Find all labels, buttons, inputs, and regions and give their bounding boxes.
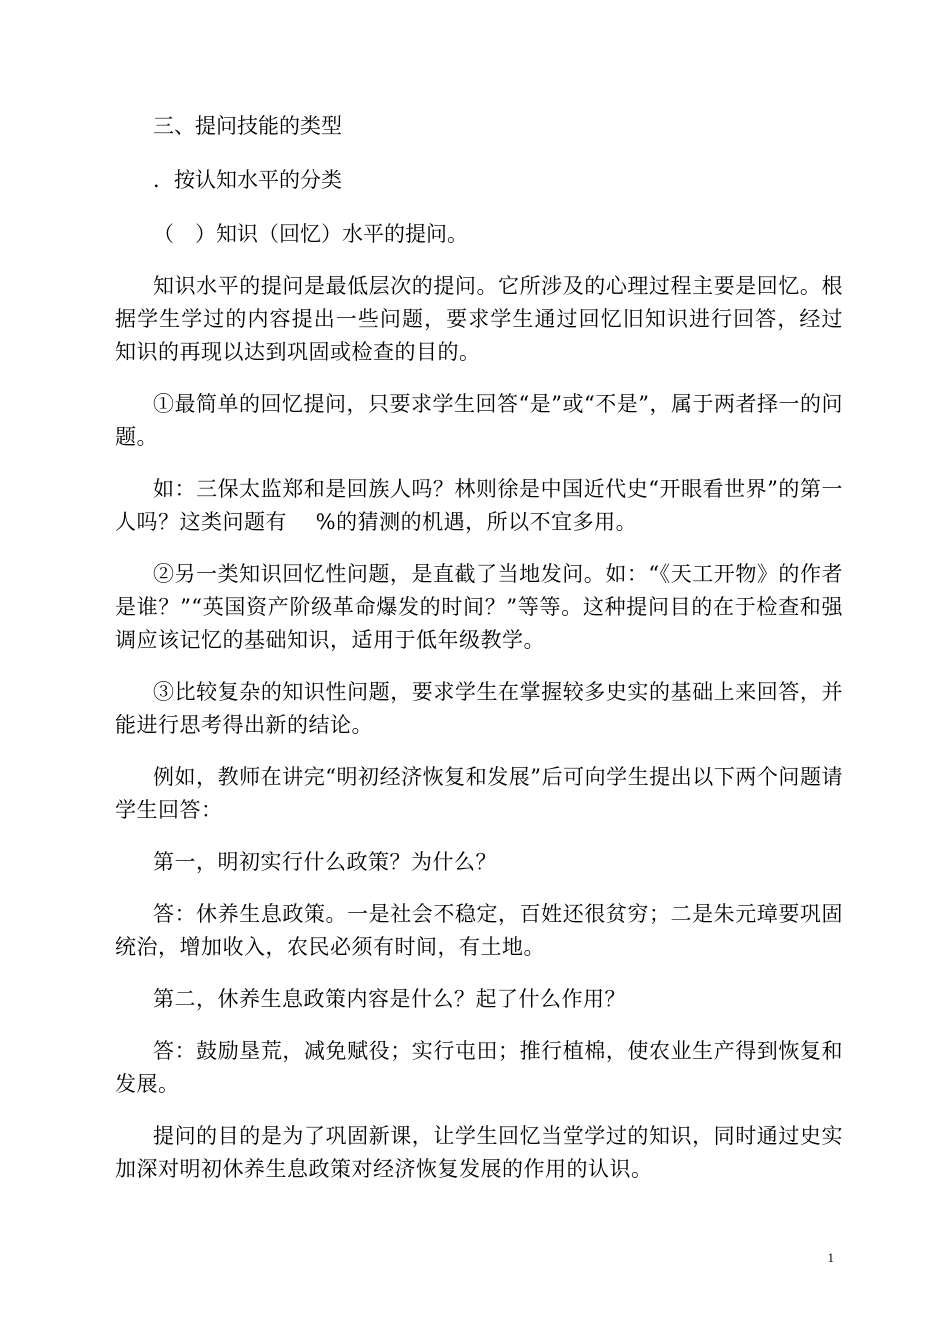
paragraph-answer-one: 答：休养生息政策。一是社会不稳定，百姓还很贫穷；二是朱元璋要巩固统治，增加收入，农民必须有时间，有土地。 xyxy=(115,902,843,959)
paragraph-example-intro: 例如，教师在讲完“明初经济恢复和发展”后可向学生提出以下两个问题请学生回答： xyxy=(115,765,843,822)
paragraph-question-one: 第一，明初实行什么政策？为什么？ xyxy=(153,850,497,874)
paragraph-example-zhenghe: 如：三保太监郑和是回族人吗？林则徐是中国近代史“开眼看世界”的第一人吗？这类问题有 %的猜测的机遇，所以不宜多用。 xyxy=(115,477,843,534)
subsection-title: ．按认知水平的分类 xyxy=(153,168,342,192)
paragraph-simple-recall: ①最简单的回忆提问，只要求学生回答“是”或“不是”，属于两者择一的问题。 xyxy=(115,392,843,449)
paragraph-knowledge-level: 知识水平的提问是最低层次的提问。它所涉及的心理过程主要是回忆。根据学生学过的内容提出一些问题，要求学生通过回忆旧知识进行回答，经过知识的再现以达到巩固或检查的目的。 xyxy=(115,274,843,364)
paragraph-purpose: 提问的目的是为了巩固新课，让学生回忆当堂学过的知识，同时通过史实加深对明初休养生息政策对经济恢复发展的作用的认识。 xyxy=(115,1124,843,1181)
section-title: 三、提问技能的类型 xyxy=(153,114,342,138)
paragraph-complex-question: ③比较复杂的知识性问题，要求学生在掌握较多史实的基础上来回答，并能进行思考得出新的结论。 xyxy=(115,680,843,737)
paragraph-answer-two: 答：鼓励垦荒，减免赋役；实行屯田；推行植棉，使农业生产得到恢复和发展。 xyxy=(115,1039,843,1096)
page-number: 1 xyxy=(827,1250,834,1265)
paragraph-direct-question: ②另一类知识回忆性问题，是直截了当地发问。如：“《天工开物》的作者是谁？”“英国资产阶级革命爆发的时间？”等等。这种提问目的在于检查和强调应该记忆的基础知识，适用于低年级教学。 xyxy=(115,562,843,652)
document-body xyxy=(115,108,843,1205)
paragraph-question-two: 第二，休养生息政策内容是什么？起了什么作用？ xyxy=(153,987,626,1011)
subsubsection-title: （ ）知识（回忆）水平的提问。 xyxy=(153,222,468,246)
